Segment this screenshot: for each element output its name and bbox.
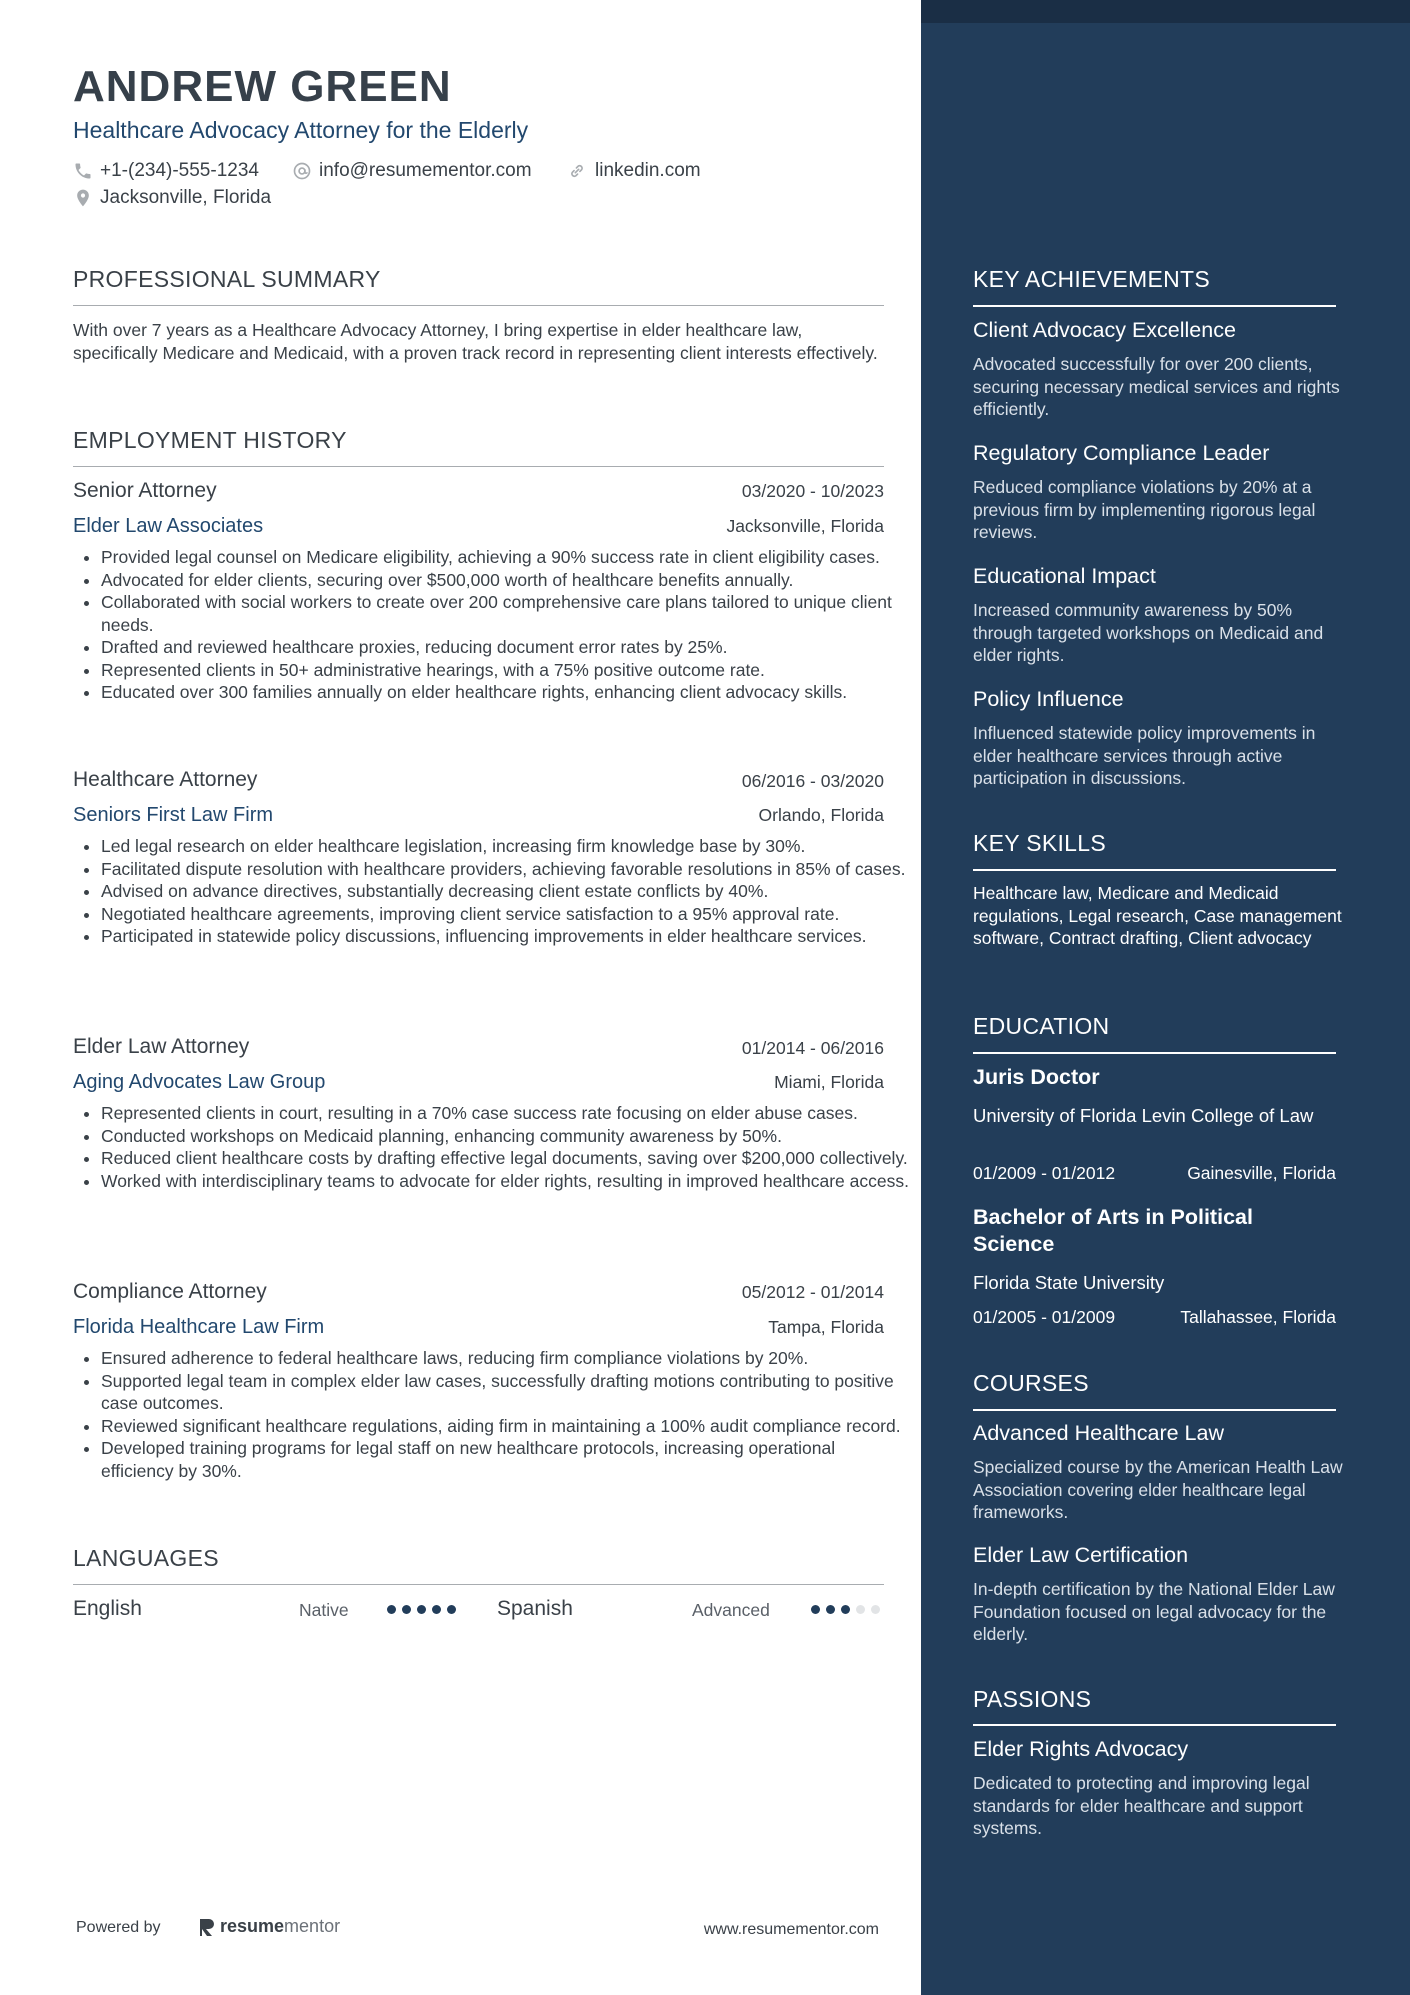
job-bullets: [73, 835, 912, 948]
job-dates: 05/2012 - 01/2014: [741, 1282, 884, 1302]
passions-divider: [973, 1724, 1336, 1726]
education-school: University of Florida Levin College of Law: [973, 1105, 1314, 1126]
rating-dot-filled: [402, 1605, 411, 1614]
contact-email[interactable]: [292, 160, 532, 182]
list-item: • Advised on advance directives, substantially decreasing client estate conflicts by 40%.: [101, 880, 912, 903]
employment-divider: [73, 466, 884, 467]
brand-light: mentor: [284, 1916, 341, 1936]
contact-linkedin[interactable]: [566, 160, 701, 182]
list-item: • Reduced client healthcare costs by drafting effective legal documents, saving over $200,000 collectively.: [101, 1147, 912, 1170]
location-pin-icon: [73, 187, 93, 209]
summary-text: With over 7 years as a Healthcare Advocacy Attorney, I bring expertise in elder healthcare law, specifically Medicare and Medicaid, with a proven track record in representing client interests effectively.: [73, 320, 878, 363]
sidebar-top-band: [921, 0, 1410, 23]
achievement-title: Client Advocacy Excellence: [973, 318, 1236, 342]
linkedin-text: linkedin.com: [595, 160, 701, 181]
achievement-title: Regulatory Compliance Leader: [973, 441, 1270, 465]
course-text: In-depth certification by the National Elder Law Foundation focused on legal advocacy for the elderly.: [973, 1579, 1335, 1644]
phone-text: +1-(234)-555-1234: [100, 160, 259, 181]
resumementor-logo-icon: [198, 1917, 216, 1937]
rating-dot-filled: [417, 1605, 426, 1614]
course-title: Elder Law Certification: [973, 1543, 1189, 1567]
passions-heading: PASSIONS: [973, 1686, 1092, 1712]
skills-heading: KEY SKILLS: [973, 830, 1106, 856]
link-icon: [566, 161, 588, 181]
summary-divider: [73, 305, 884, 306]
achievement-text: Reduced compliance violations by 20% at a previous firm by implementing rigorous legal reviews.: [973, 477, 1316, 542]
achievements-divider: [973, 305, 1336, 307]
footer-brand-logo[interactable]: [198, 1916, 340, 1937]
rating-dot-filled: [432, 1605, 441, 1614]
job-dates: 01/2014 - 06/2016: [741, 1038, 884, 1058]
job-company: Florida Healthcare Law Firm: [73, 1316, 325, 1338]
summary-heading: PROFESSIONAL SUMMARY: [73, 266, 381, 292]
contact-phone[interactable]: [73, 160, 259, 182]
achievement-title: Policy Influence: [973, 687, 1124, 711]
education-divider: [973, 1052, 1336, 1054]
job-bullets: [73, 546, 912, 704]
education-degree: Juris Doctor: [973, 1065, 1100, 1089]
list-item: • Educated over 300 families annually on elder healthcare rights, enhancing client advocacy skills.: [101, 681, 912, 704]
job-title: Compliance Attorney: [73, 1280, 267, 1303]
job-location: Miami, Florida: [774, 1072, 884, 1092]
list-item: • Developed training programs for legal staff on new healthcare protocols, increasing operational efficiency by 30%.: [101, 1437, 912, 1482]
education-school: Florida State University: [973, 1272, 1165, 1293]
list-item: • Reviewed significant healthcare regulations, aiding firm in maintaining a 100% audit compliance record.: [101, 1415, 912, 1438]
education-dates: 01/2009 - 01/2012: [973, 1163, 1116, 1183]
list-item: • Negotiated healthcare agreements, improving client service satisfaction to a 95% approval rate.: [101, 903, 912, 926]
education-location: Gainesville, Florida: [1187, 1163, 1336, 1183]
job-title: Elder Law Attorney: [73, 1035, 250, 1058]
achievement-text: Increased community awareness by 50% through targeted workshops on Medicaid and elder rights.: [973, 600, 1324, 665]
education-location: Tallahassee, Florida: [1180, 1307, 1336, 1327]
list-item: • Drafted and reviewed healthcare proxies, reducing document error rates by 25%.: [101, 636, 912, 659]
languages-divider: [73, 1584, 884, 1585]
list-item: • Represented clients in 50+ administrative hearings, with a 75% positive outcome rate.: [101, 659, 912, 682]
footer-powered-by: Powered by: [76, 1919, 161, 1936]
language-level: Advanced: [692, 1600, 770, 1620]
rating-dot-filled: [841, 1605, 850, 1614]
list-item: • Provided legal counsel on Medicare eligibility, achieving a 90% success rate in client eligibility cases.: [101, 546, 912, 569]
job-company: Seniors First Law Firm: [73, 804, 274, 826]
passion-title: Elder Rights Advocacy: [973, 1737, 1189, 1761]
list-item: • Collaborated with social workers to create over 200 comprehensive care plans tailored to unique client needs.: [101, 591, 912, 636]
languages-heading: LANGUAGES: [73, 1545, 219, 1571]
list-item: • Ensured adherence to federal healthcare laws, reducing firm compliance violations by 20%.: [101, 1347, 912, 1370]
language-name: English: [73, 1597, 142, 1620]
achievement-title: Educational Impact: [973, 564, 1156, 588]
location-text: Jacksonville, Florida: [100, 187, 272, 208]
achievements-heading: KEY ACHIEVEMENTS: [973, 266, 1211, 292]
rating-dot-filled: [447, 1605, 456, 1614]
contact-location: [73, 187, 271, 209]
job-location: Jacksonville, Florida: [726, 516, 884, 536]
list-item: • Worked with interdisciplinary teams to advocate for elder rights, resulting in improved healthcare access.: [101, 1170, 912, 1193]
achievement-text: Advocated successfully for over 200 clients, securing necessary medical services and rights efficiently.: [973, 354, 1340, 419]
education-dates: 01/2005 - 01/2009: [973, 1307, 1116, 1327]
list-item: • Facilitated dispute resolution with healthcare providers, achieving favorable resolutions in 85% of cases.: [101, 858, 912, 881]
passion-text: Dedicated to protecting and improving legal standards for elder healthcare and support systems.: [973, 1773, 1310, 1838]
courses-divider: [973, 1409, 1336, 1411]
education-degree: Bachelor of Arts in Political Science: [973, 1205, 1253, 1256]
list-item: • Supported legal team in complex elder law cases, successfully drafting motions contributing to positive case outcomes.: [101, 1370, 912, 1415]
skills-text: Healthcare law, Medicare and Medicaid regulations, Legal research, Case management software, Contract drafting, Client advocacy: [973, 883, 1342, 948]
job-title: Healthcare Attorney: [73, 768, 258, 791]
rating-dot-empty: [856, 1605, 865, 1614]
candidate-title: Healthcare Advocacy Attorney for the Elderly: [73, 117, 529, 143]
job-bullets: [73, 1347, 912, 1482]
language-name: Spanish: [497, 1597, 573, 1620]
language-level: Native: [299, 1600, 349, 1620]
email-text: info@resumementor.com: [319, 160, 532, 181]
employment-heading: EMPLOYMENT HISTORY: [73, 427, 347, 453]
rating-dot-filled: [811, 1605, 820, 1614]
job-dates: 03/2020 - 10/2023: [741, 481, 884, 501]
at-icon: [292, 161, 312, 181]
rating-dot-filled: [387, 1605, 396, 1614]
job-location: Orlando, Florida: [758, 805, 884, 825]
rating-dot-empty: [871, 1605, 880, 1614]
list-item: • Participated in statewide policy discussions, influencing improvements in elder healthcare services.: [101, 925, 912, 948]
education-heading: EDUCATION: [973, 1013, 1110, 1039]
list-item: • Advocated for elder clients, securing over $500,000 worth of healthcare benefits annually.: [101, 569, 912, 592]
job-company: Aging Advocates Law Group: [73, 1071, 326, 1093]
job-company: Elder Law Associates: [73, 515, 264, 537]
course-text: Specialized course by the American Health Law Association covering elder healthcare legal frameworks.: [973, 1457, 1343, 1522]
rating-dot-filled: [826, 1605, 835, 1614]
list-item: • Conducted workshops on Medicaid planning, enhancing community awareness by 50%.: [101, 1125, 912, 1148]
phone-icon: [73, 161, 93, 181]
language-rating: [387, 1605, 456, 1614]
job-bullets: [73, 1102, 912, 1192]
list-item: • Led legal research on elder healthcare legislation, increasing firm knowledge base by 30%.: [101, 835, 912, 858]
brand-bold: resume: [220, 1916, 285, 1936]
candidate-name: ANDREW GREEN: [73, 62, 452, 111]
list-item: • Represented clients in court, resulting in a 70% case success rate focusing on elder abuse cases.: [101, 1102, 912, 1125]
job-dates: 06/2016 - 03/2020: [741, 771, 884, 791]
skills-divider: [973, 869, 1336, 871]
course-title: Advanced Healthcare Law: [973, 1421, 1224, 1445]
footer-url[interactable]: www.resumementor.com: [703, 1921, 879, 1938]
job-location: Tampa, Florida: [768, 1317, 884, 1337]
achievement-text: Influenced statewide policy improvements in elder healthcare services through active participation in discussions.: [973, 723, 1316, 788]
language-rating: [811, 1605, 880, 1614]
job-title: Senior Attorney: [73, 479, 217, 502]
courses-heading: COURSES: [973, 1370, 1089, 1396]
